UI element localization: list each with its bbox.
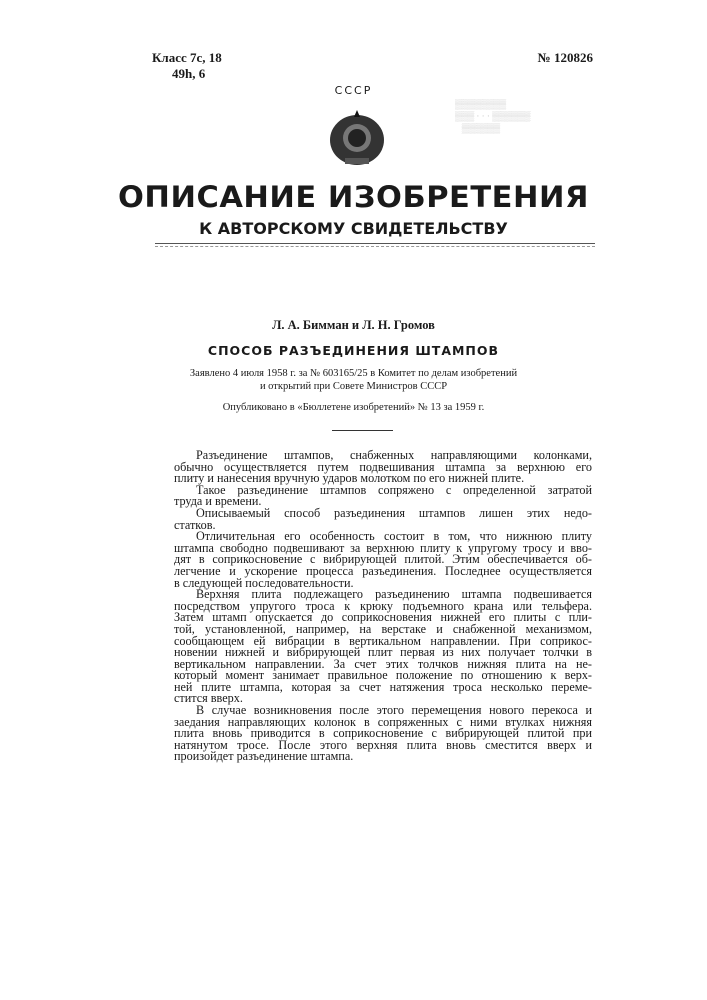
body-line: Разъединение штампов, снабженных направляющими колонками,: [174, 450, 592, 462]
divider: [155, 243, 595, 244]
patent-number: № 120826: [538, 50, 593, 66]
body-line: плиту и нанесения вручную ударов молотком по его нижней плите.: [174, 473, 592, 485]
body-line: стится вверх.: [174, 693, 592, 705]
country-label: СССР: [0, 84, 707, 97]
filed-info-1: Заявлено 4 июля 1958 г. за № 603165/25 в Комитет по делам изобретений: [0, 367, 707, 380]
class-label-1: Класс 7с, 18: [152, 50, 222, 66]
body-line: ней плите штампа, которая за счет натяжения троса несколько переме-: [174, 682, 592, 694]
body-line: Затем штамп опускается до соприкосновения нижней его плиты с пли-: [174, 612, 592, 624]
body-line: Такое разъединение штампов сопряжено с определенной затратой: [174, 485, 592, 497]
body-line: той, установленной, например, на верстаке и снабженной механизмом,: [174, 624, 592, 636]
body-line: натянутом тросе. После этого верхняя плита вновь сместится вверх и: [174, 740, 592, 752]
body-line: труда и времени.: [174, 496, 592, 508]
library-stamp: ▒▒▒▒▒▒▒▒ ▒▒▒ · · · ▒▒▒▒▒▒ ▒▒▒▒▒▒: [455, 98, 585, 158]
body-line: обычно осуществляется путем подвешивания штампа за верхнюю его: [174, 462, 592, 474]
body-line: в следующей последовательности.: [174, 578, 592, 590]
authors: Л. А. Бимман и Л. Н. Громов: [0, 318, 707, 333]
body-line: новении нижней и вибрирующей плит первая из них получает толчки в: [174, 647, 592, 659]
document-title: ОПИСАНИЕ ИЗОБРЕТЕНИЯ: [0, 180, 707, 214]
body-line: статков.: [174, 520, 592, 532]
body-line: Описываемый способ разъединения штампов лишен этих недо-: [174, 508, 592, 520]
body-line: сообщающем ей вибрации в вертикальном направлении. При соприкос-: [174, 636, 592, 648]
patent-page: [0, 0, 707, 1000]
body-line: дят в соприкосновение с вибрирующей плитой. Этим обеспечивается об-: [174, 554, 592, 566]
body-line: заедания направляющих колонок в сопряженных с ними втулках нижняя: [174, 717, 592, 729]
body-line: вертикальном направлении. За счет этих толчков нижняя плита на не-: [174, 659, 592, 671]
body-line: штампа свободно подвешивают за верхнюю плиту к упругому тросу и вво-: [174, 543, 592, 555]
body-line: плита вновь приводится в соприкосновение с вибрирующей плитой при: [174, 728, 592, 740]
divider: [332, 430, 393, 431]
ussr-emblem-icon: [327, 108, 387, 168]
divider: [155, 246, 595, 247]
invention-title: СПОСОБ РАЗЪЕДИНЕНИЯ ШТАМПОВ: [0, 343, 707, 358]
body-line: который момент занимает правильное положение по отношению к верх-: [174, 670, 592, 682]
document-subtitle: К АВТОРСКОМУ СВИДЕТЕЛЬСТВУ: [0, 219, 707, 238]
published-info: Опубликовано в «Бюллетене изобретений» № 13 за 1959 г.: [0, 401, 707, 414]
body-line: В случае возникновения после этого перемещения нового перекоса и: [174, 705, 592, 717]
body-line: Отличительная его особенность состоит в том, что нижнюю плиту: [174, 531, 592, 543]
body-line: произойдет разъединение штампа.: [174, 751, 592, 763]
body-line: посредством упругого троса к крюку подъемного крана или тельфера.: [174, 601, 592, 613]
body-line: Верхняя плита подлежащего разъединению штампа подвешивается: [174, 589, 592, 601]
filed-info-2: и открытий при Совете Министров СССР: [0, 380, 707, 393]
body-line: легчение и ускорение процесса разъединения. Последнее осуществляется: [174, 566, 592, 578]
body-text: [174, 450, 592, 763]
class-label-2: 49h, 6: [172, 66, 205, 82]
